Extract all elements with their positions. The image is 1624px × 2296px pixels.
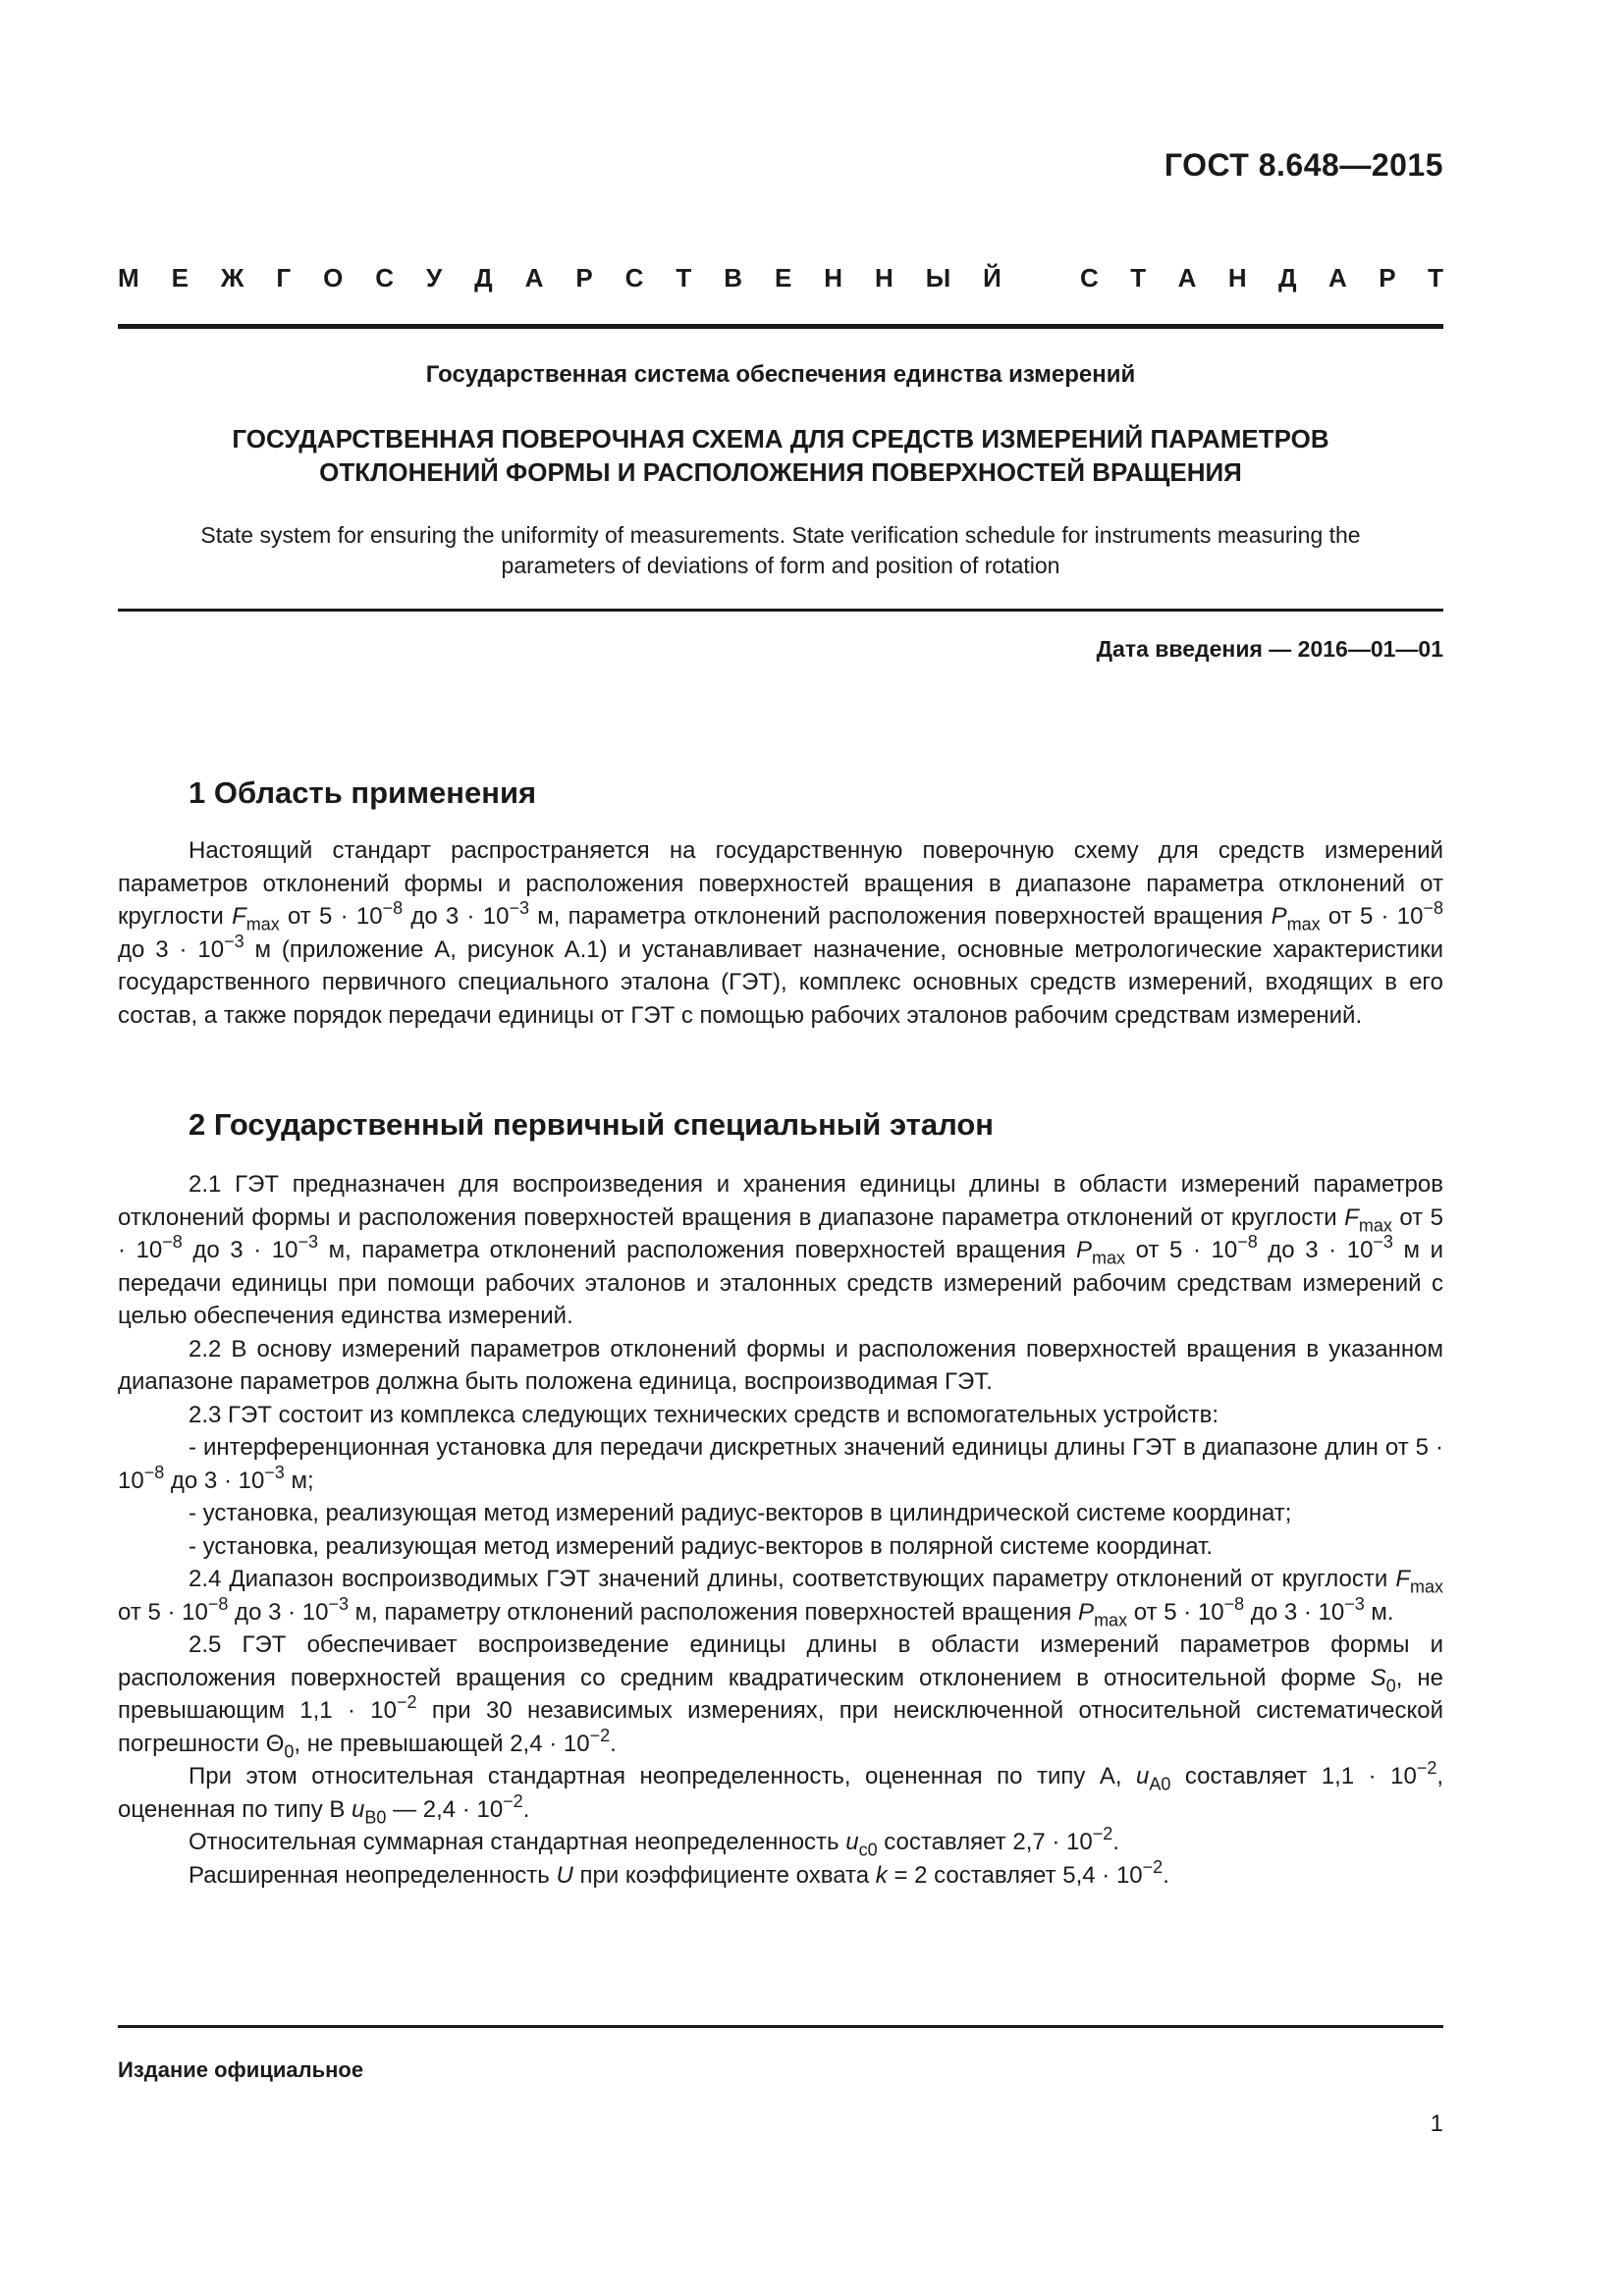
banner-letter: У: [426, 263, 443, 293]
paragraph-type-uncertainty: При этом относительная стандартная неопределенность, оцененная по типу А, $u_{A0}$ составляет $1,1 \cdot 10^{-2}$, оцененная по типу В $u_{B0}$ — $2,4 \cdot 10^{-2}$.: [118, 1758, 1444, 1827]
banner-letter: Р: [1379, 263, 1396, 293]
effective-date: Дата введения — 2016—01—01: [1096, 636, 1443, 662]
banner-letter: Г: [276, 263, 292, 293]
header-rule: [118, 324, 1443, 329]
banner-word-standard: [1080, 263, 1443, 294]
page-number: 1: [1430, 2110, 1443, 2137]
section-1-body: [118, 834, 1443, 1032]
official-edition-label: Издание официальное: [118, 2057, 364, 2082]
main-title-line-2: ОТКЛОНЕНИЙ ФОРМЫ И РАСПОЛОЖЕНИЯ ПОВЕРХНОСТЕЙ ВРАЩЕНИЯ: [319, 457, 1242, 487]
document-code: ГОСТ 8.648—2015: [1164, 147, 1443, 183]
paragraph-2-2: 2.2 В основу измерений параметров отклонений формы и расположения поверхностей вращения в указанном диапазоне параметров должна быть положена единица, воспроизводимая ГЭТ.: [118, 1335, 1443, 1395]
title-rule: [118, 609, 1443, 612]
paragraph-2-4: 2.4 Диапазон воспроизводимых ГЭТ значений длины, соответствующих параметру отклонений от круглости $F_{max}$ от $5 \cdot 10^{-8}$ до $3 \cdot 10^{-3}$ м, параметру отклонений расположения поверхностей вращения $P_{max}$ от $5 \cdot 10^{-8}$ до $3 \cdot 10^{-3}$ м.: [118, 1566, 1443, 1629]
main-title-line-1: ГОСУДАРСТВЕННАЯ ПОВЕРОЧНАЯ СХЕМА ДЛЯ СРЕДСТВ ИЗМЕРЕНИЙ ПАРАМЕТРОВ: [232, 424, 1329, 454]
banner-letter: Т: [676, 263, 692, 293]
banner-letter: С: [624, 263, 644, 293]
banner-letter: Ы: [925, 263, 951, 293]
paragraph-2-3: 2.3 ГЭТ состоит из комплекса следующих технических средств и вспомогательных устройств:: [189, 1401, 1219, 1428]
list-item-interference-unit: - интерференционная установка для передачи дискретных значений единицы длины ГЭТ в диапазоне длин от $5 \cdot 10^{-8}$ до $3 \cdot 10^{-3}$ м;: [118, 1434, 1443, 1494]
paragraph-combined-uncertainty: Относительная суммарная стандартная неопределенность $u_{c0}$ составляет $2,7 \cdot 10^{-2}$.: [189, 1824, 1119, 1860]
english-title-line-2: parameters of deviations of form and position of rotation: [501, 553, 1060, 578]
banner-letter: В: [724, 263, 743, 293]
section-2-body: [118, 1168, 1443, 1892]
footer-rule: [118, 2025, 1443, 2028]
banner-letter: Ж: [220, 263, 244, 293]
banner-letter: О: [323, 263, 344, 293]
banner-letter: С: [1080, 263, 1099, 293]
banner-letter: М: [118, 263, 139, 293]
banner-letter: Т: [1428, 263, 1443, 293]
banner-letter: Е: [774, 263, 792, 293]
banner-letter: А: [1177, 263, 1197, 293]
list-item-polar-unit: - установка, реализующая метод измерений радиус-векторов в полярной системе координат.: [189, 1532, 1214, 1560]
paragraph-2-1: 2.1 ГЭТ предназначен для воспроизведения и хранения единицы длины в области измерений параметров отклонений формы и расположения поверхностей вращения в диапазоне параметра отклонений от круглости $F_{max}$ от $5 \cdot 10^{-8}$ до $3 \cdot 10^{-3}$ м, параметра отклонений расположения поверхностей вращения $P_{max}$ от $5 \cdot 10^{-8}$ до $3 \cdot 10^{-3}$ м и передачи единицы при помощи рабочих эталонов и эталонных средств измерений рабочим средствам измерений с целью обеспечения единства измерений.: [118, 1171, 1444, 1329]
section-1-heading: 1 Область применения: [189, 775, 537, 810]
standard-banner: [118, 263, 1443, 294]
banner-letter: Р: [575, 263, 593, 293]
banner-letter: Й: [983, 263, 1001, 293]
list-item-cylindrical-unit: - установка, реализующая метод измерений радиус-векторов в цилиндрической системе координат;: [189, 1500, 1292, 1526]
banner-letter: А: [524, 263, 544, 293]
document-page: [118, 0, 1443, 2296]
main-title: [118, 422, 1443, 489]
banner-letter: Т: [1130, 263, 1147, 293]
banner-letter: С: [375, 263, 395, 293]
banner-letter: Е: [171, 263, 189, 293]
banner-letter: Н: [875, 263, 893, 293]
banner-word-interstate: [118, 263, 1001, 294]
banner-letter: Н: [1227, 263, 1247, 293]
english-title-line-1: State system for ensuring the uniformity of measurements. State verification schedule for instruments measuring the: [200, 522, 1361, 548]
banner-letter: А: [1328, 263, 1347, 293]
banner-letter: Д: [474, 263, 493, 293]
banner-letter: Д: [1278, 263, 1297, 293]
section-2-heading: 2 Государственный первичный специальный эталон: [189, 1107, 995, 1142]
banner-letter: Н: [824, 263, 843, 293]
system-title: Государственная система обеспечения единства измерений: [425, 361, 1136, 388]
paragraph-expanded-uncertainty: Расширенная неопределенность U при коэффициенте охвата k = 2 составляет $5,4 \cdot 10^{-2}$.: [189, 1856, 1169, 1889]
section-1-paragraph: Настоящий стандарт распространяется на государственную поверочную схему для средств измерений параметров отклонений формы и расположения поверхностей вращения в диапазоне параметра отклонений от круглости $F_{max}$ от $5 \cdot 10^{-8}$ до $3 \cdot 10^{-3}$ м, параметра отклонений расположения поверхностей вращения $P_{max}$ от $5 \cdot 10^{-8}$ до $3 \cdot 10^{-3}$ м (приложение А, рисунок А.1) и устанавливает назначение, основные метрологические характеристики государственного первичного специального эталона (ГЭТ), комплекс основных средств измерений, входящих в его состав, а также порядок передачи единицы от ГЭТ с помощью рабочих эталонов рабочим средствам измерений.: [118, 837, 1443, 1029]
paragraph-2-5: 2.5 ГЭТ обеспечивает воспроизведение единицы длины в области измерений параметров формы и расположения поверхностей вращения со средним квадратическим отклонением в относительной форме $S_0$, не превышающим $1,1 \cdot 10^{-2}$ при 30 независимых измерениях, при неисключенной относительной систематической погрешности $\Theta_0$, не превышающей $2,4 \cdot 10^{-2}$.: [118, 1631, 1444, 1761]
english-title: [118, 520, 1443, 581]
